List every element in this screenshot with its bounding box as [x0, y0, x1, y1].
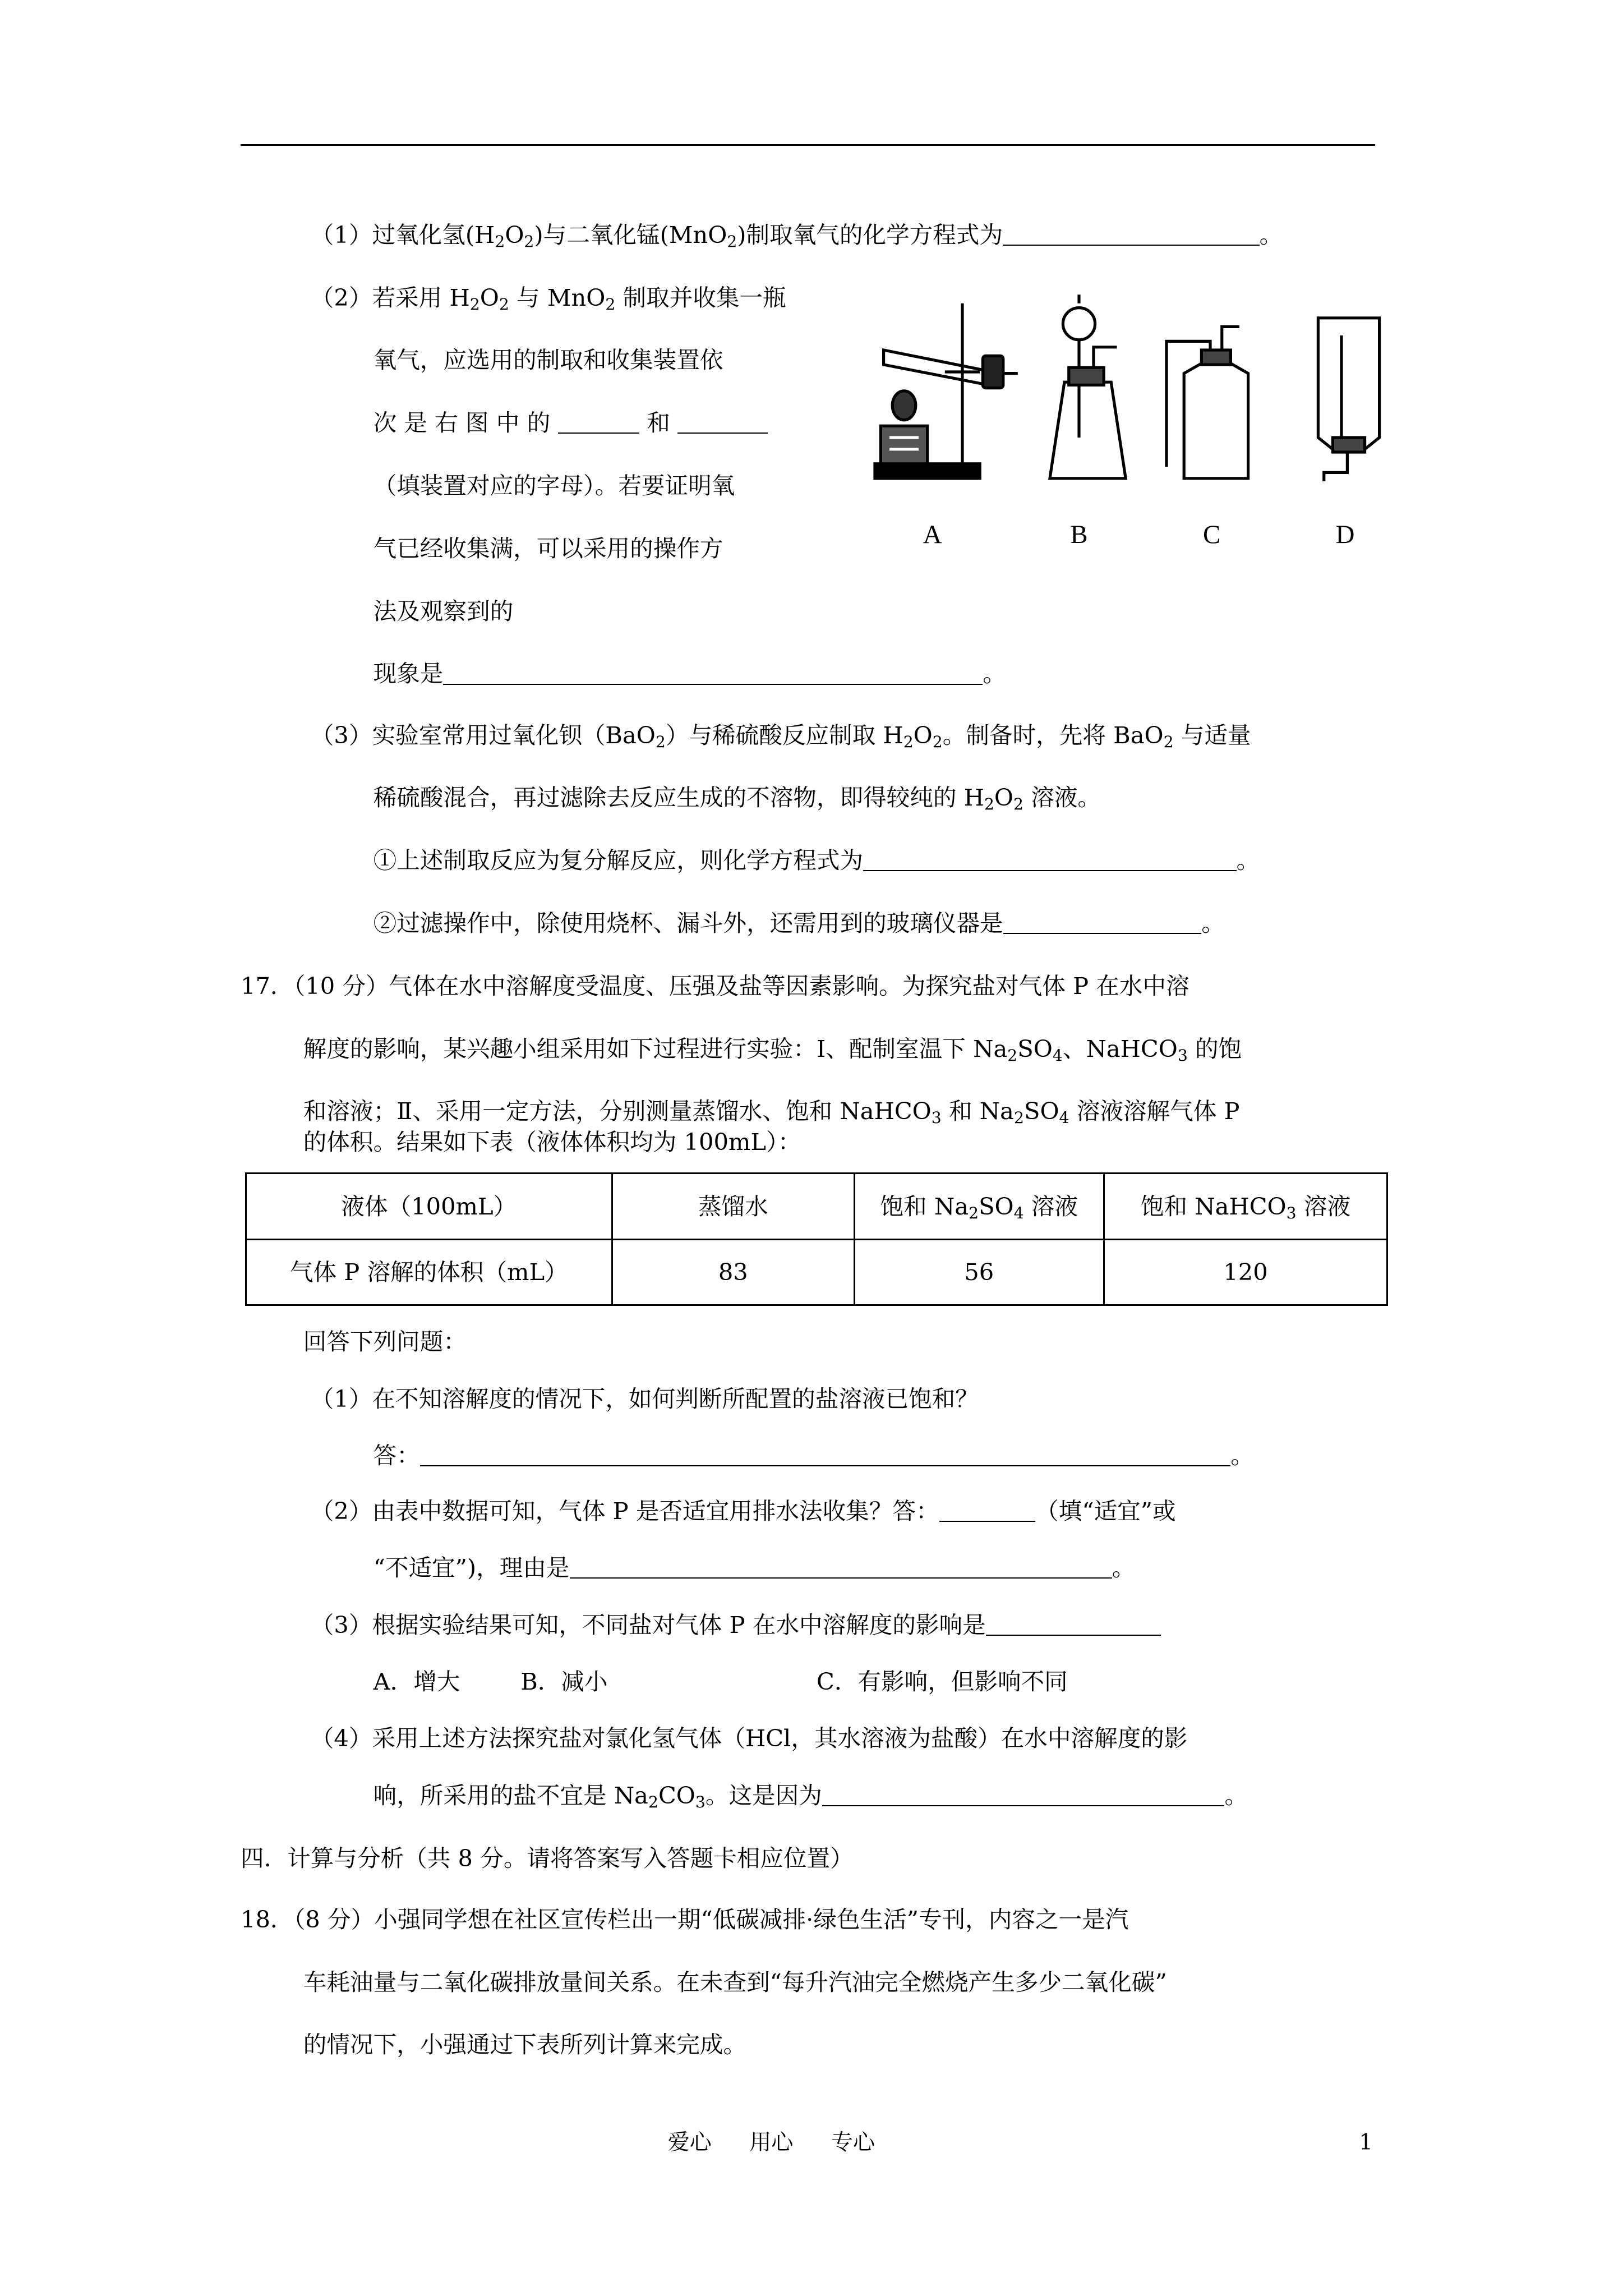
q16-part2-line5: 气已经收集满，可以采用的操作方: [373, 534, 723, 562]
text: （3）根据实验结果可知，不同盐对气体 P 在水中溶解度的影响是: [310, 1611, 986, 1639]
subscript: 2: [1163, 732, 1174, 751]
text: O: [913, 721, 933, 749]
text: 和: [647, 409, 670, 437]
apparatus-c-icon: [1166, 326, 1248, 478]
subscript: 4: [1059, 1108, 1069, 1128]
q18-line1: 18．（8 分）小强同学想在社区宣传栏出一期“低碳减排·绿色生活”专刊，内容之一是汽: [240, 1905, 1129, 1933]
subscript: 2: [1013, 795, 1024, 814]
footer-motto: [668, 2124, 913, 2162]
text: 溶液。: [1023, 784, 1101, 812]
apparatus-label-b: B: [1070, 520, 1088, 550]
table-cell: 56: [854, 1239, 1104, 1305]
subscript: 2: [648, 1792, 658, 1811]
apparatus-label-a: A: [923, 520, 942, 550]
text: 次 是 右 图 中 的: [373, 409, 551, 437]
answer-blank-reason[interactable]: [570, 1552, 1112, 1579]
footer-word: 爱心: [667, 2129, 712, 2155]
subscript: 2: [1007, 1046, 1018, 1065]
subscript: 3: [931, 1108, 942, 1128]
q16-part3-line4: [374, 904, 1225, 942]
text: 。: [1201, 909, 1225, 937]
option-b[interactable]: B．减小: [520, 1668, 608, 1695]
text: 溶液: [1023, 1192, 1078, 1220]
text: ②过滤操作中，除使用烧杯、漏斗外，还需用到的玻璃仪器是: [373, 909, 1003, 937]
q17-sub1-answer: [374, 1437, 1254, 1475]
text: 。: [1224, 1781, 1248, 1809]
answer-blank-equation[interactable]: [863, 844, 1237, 872]
subscript: 3: [1286, 1203, 1297, 1222]
option-a[interactable]: A．增大: [373, 1668, 460, 1695]
subscript: 4: [1013, 1203, 1024, 1222]
text: ①上述制取反应为复分解反应，则化学方程式为: [373, 846, 864, 875]
table-cell: 120: [1104, 1239, 1387, 1305]
table-cell: 气体 P 溶解的体积（mL）: [246, 1239, 612, 1305]
answer-blank[interactable]: [1003, 218, 1260, 246]
text: O: [505, 220, 524, 249]
q16-part2-line1: [311, 279, 786, 317]
text: 。: [1259, 220, 1283, 249]
subscript: 2: [499, 295, 509, 314]
section-heading: 四．计算与分析（共 8 分。请将答案写入答题卡相应位置）: [240, 1844, 854, 1872]
text: （1）过氧化氢(H: [310, 220, 495, 249]
q16-part2-line7: [374, 655, 1006, 693]
q16-part3-line3: [374, 841, 1260, 880]
text: SO: [1017, 1034, 1053, 1062]
page-number: 1: [1359, 2129, 1373, 2155]
q16-part3-line1: [311, 716, 1251, 754]
text: 答：: [373, 1442, 420, 1469]
q17-answer-intro: 回答下列问题：: [303, 1328, 467, 1356]
text: （填“适宜”或: [1035, 1497, 1176, 1525]
subscript: 2: [524, 232, 534, 251]
text: 制取并收集一瓶: [615, 283, 786, 311]
text: 。这是因为: [705, 1781, 822, 1809]
subscript: 2: [727, 232, 737, 251]
q17-sub3-question: [311, 1606, 1161, 1644]
text: )制取氧气的化学方程式为: [737, 220, 1003, 249]
option-c[interactable]: C．有影响，但影响不同: [817, 1668, 1068, 1695]
q17-sub4-line1: （4）采用上述方法探究盐对氯化氢气体（HCl，其水溶液为盐酸）在水中溶解度的影: [310, 1724, 1188, 1752]
subscript: 2: [1013, 1108, 1024, 1128]
q17-line1: 17．（10 分）气体在水中溶解度受温度、压强及盐等因素影响。为探究盐对气体 P 在水中溶: [240, 972, 1189, 1000]
text: 蒸馏水: [698, 1192, 768, 1220]
q17-sub4-line2: [374, 1777, 1248, 1815]
text: )与二氧化锰(MnO: [534, 220, 727, 249]
header-rule: [241, 144, 1375, 146]
text: ）与稀硫酸反应制取 H: [665, 721, 903, 749]
apparatus-a-icon: [875, 303, 1018, 478]
q16-part2-line6: 法及观察到的: [373, 597, 514, 625]
apparatus-label-c: C: [1203, 520, 1221, 550]
text: O: [994, 784, 1014, 812]
text: O: [479, 283, 499, 311]
text: （3）实验室常用过氧化钡（BaO: [310, 721, 656, 749]
text: 溶液溶解气体 P: [1069, 1097, 1240, 1125]
text: SO: [1023, 1097, 1059, 1125]
subscript: 4: [1052, 1046, 1063, 1065]
apparatus-label-d: D: [1335, 520, 1355, 550]
q16-part3-line2: [374, 779, 1101, 817]
table-row: [246, 1239, 1387, 1305]
text: （2）由表中数据可知，气体 P 是否适宜用排水法收集？答：: [310, 1497, 939, 1525]
answer-blank-glassware[interactable]: [1003, 907, 1202, 934]
text: SO: [979, 1192, 1014, 1220]
q17-line2: [303, 1030, 1242, 1068]
table-header-cell: [1104, 1174, 1387, 1239]
text: （2）若采用 H: [310, 283, 470, 311]
text: 解度的影响，某兴趣小组采用如下过程进行实验：Ⅰ、配制室温下 Na: [303, 1034, 1008, 1062]
table-header-row: [246, 1174, 1387, 1239]
q17-sub2-line2: [374, 1549, 1136, 1587]
text: 与适量: [1173, 721, 1251, 749]
text: “不适宜”)，理由是: [373, 1554, 570, 1582]
subscript: 3: [1177, 1046, 1188, 1065]
text: 。: [983, 660, 1006, 688]
text: 稀硫酸混合，再过滤除去反应生成的不溶物，即得较纯的 H: [373, 784, 984, 812]
q16-part1: [311, 216, 1283, 254]
text: 。: [1230, 1442, 1254, 1469]
table-header-cell: [246, 1174, 612, 1239]
apparatus-b-icon: [1050, 295, 1126, 478]
q18-line2: 车耗油量与二氧化碳排放量间关系。在未查到“每升汽油完全燃烧产生多少二氧化碳”: [303, 1968, 1167, 1996]
text: 的饱: [1187, 1034, 1242, 1062]
text: 。制备时，先将 BaO: [942, 721, 1164, 749]
text: 、NaHCO: [1062, 1034, 1178, 1062]
subscript: 3: [695, 1792, 706, 1811]
footer-word: 专心: [831, 2129, 875, 2155]
answer-blank-saturation[interactable]: [420, 1439, 1231, 1466]
apparatus-figure: [860, 292, 1400, 496]
answer-blank-phenomenon[interactable]: [443, 657, 983, 685]
text: 饱和 Na: [880, 1192, 969, 1220]
answer-blank-production[interactable]: [558, 407, 640, 434]
answer-blank-effect[interactable]: [986, 1608, 1161, 1636]
subscript: 2: [655, 732, 666, 751]
answer-blank-collection[interactable]: [677, 407, 768, 434]
q16-part2-line2: 氧气，应选用的制取和收集装置依: [373, 346, 723, 374]
q18-line3: 的情况下，小强通过下表所列计算来完成。: [303, 2031, 747, 2059]
subscript: 2: [984, 795, 994, 814]
text: 响，所采用的盐不宜是 Na: [373, 1781, 648, 1809]
q16-part2-line4: （填装置对应的字母）。若要证明氧: [373, 472, 735, 499]
text: 和溶液；Ⅱ、采用一定方法，分别测量蒸馏水、饱和 NaHCO: [303, 1097, 932, 1125]
subscript: 2: [932, 732, 943, 751]
text: CO: [658, 1781, 695, 1809]
text: 液体（100mL）: [341, 1192, 517, 1220]
table-cell: 83: [612, 1239, 854, 1305]
table-header-cell: [612, 1174, 854, 1239]
subscript: 2: [903, 732, 914, 751]
text: 饱和 NaHCO: [1140, 1192, 1287, 1220]
text: 。: [1236, 846, 1260, 875]
q16-part2-line3: [374, 404, 768, 442]
text: 。: [1112, 1554, 1136, 1582]
q17-sub1-question: （1）在不知溶解度的情况下，如何判断所配置的盐溶液已饱和？: [310, 1384, 979, 1412]
q17-line4: 的体积。结果如下表（液体体积均为 100mL）：: [303, 1128, 801, 1156]
q17-sub2-line1: [311, 1492, 1176, 1530]
text: 现象是: [373, 660, 444, 688]
solubility-table: [245, 1172, 1388, 1306]
subscript: 2: [605, 295, 616, 314]
text: 溶液: [1296, 1192, 1351, 1220]
subscript: 2: [969, 1203, 979, 1222]
subscript: 2: [495, 232, 505, 251]
text: 和 Na: [941, 1097, 1014, 1125]
table-header-cell: [854, 1174, 1104, 1239]
answer-blank-suitable[interactable]: [939, 1494, 1036, 1522]
apparatus-d-icon: [1318, 318, 1379, 481]
text: 与 MnO: [509, 283, 606, 311]
answer-blank-na2co3-reason[interactable]: [822, 1779, 1225, 1806]
footer-word: 用心: [749, 2129, 794, 2155]
subscript: 2: [469, 295, 480, 314]
